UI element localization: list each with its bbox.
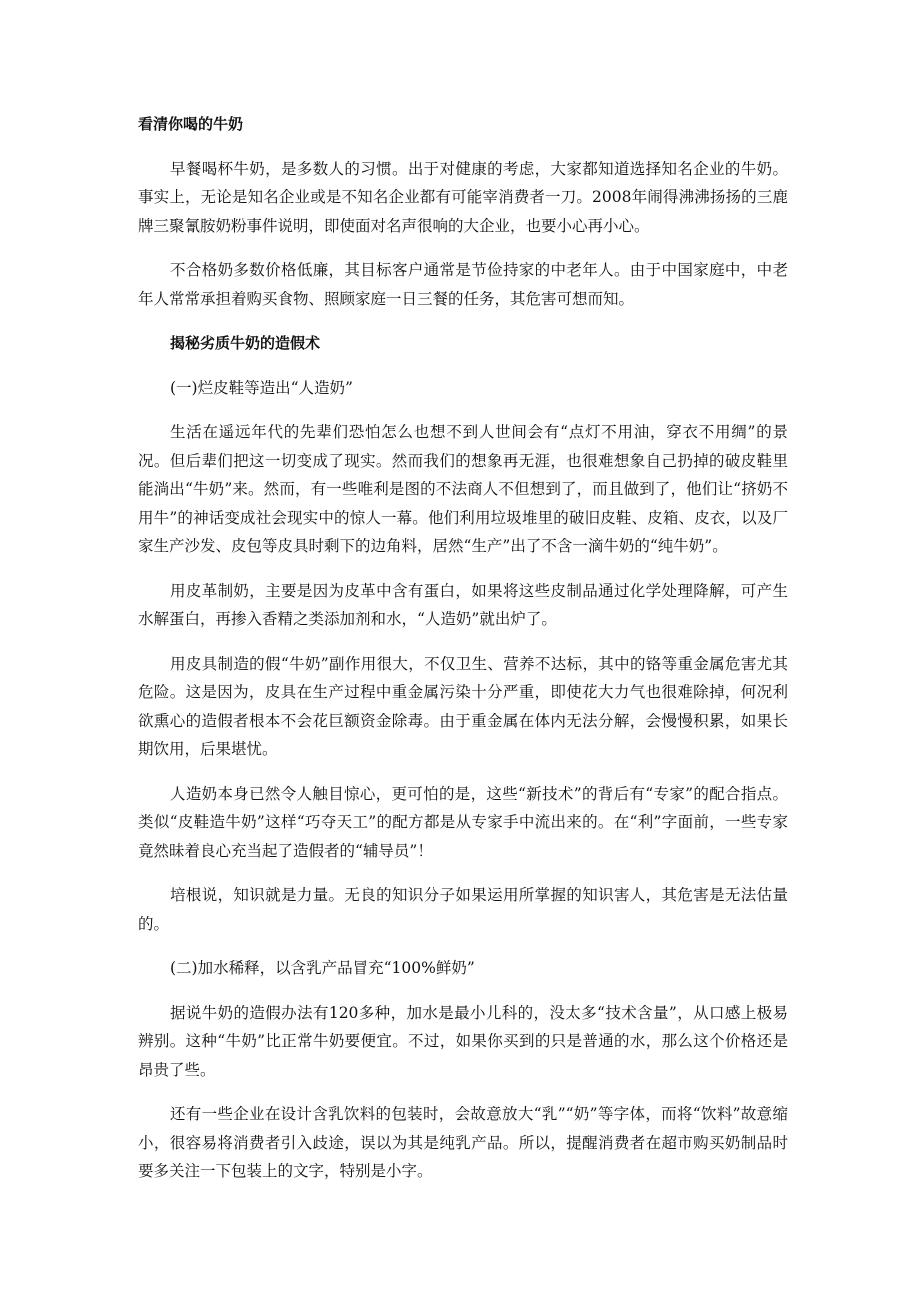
section2-paragraph-1: 据说牛奶的造假办法有120多种，加水是最小儿科的，没太多“技术含量”，从口感上极易辨别。这种“牛奶”比正常牛奶要便宜。不过，如果你买到的只是普通的水，那么这个价格还是昂贵了些。 — [138, 1003, 788, 1079]
section1-paragraph-4: 人造奶本身已然令人触目惊心，更可怕的是，这些“新技术”的背后有“专家”的配合指点。类似“皮鞋造牛奶”这样“巧夺天工”的配方都是从专家手中流出来的。在“利”字面前，一些专家竟然昧着良心充当起了造假者的“辅导员”！ — [138, 784, 788, 860]
section1-paragraph-3: 用皮具制造的假“牛奶”副作用很大，不仅卫生、营养不达标，其中的铬等重金属危害尤其危险。这是因为，皮具在生产过程中重金属污染十分严重，即使花大力气也很难除掉，何况利欲熏心的造假者根本不会花巨额资金除毒。由于重金属在体内无法分解，会慢慢积累，如果长期饮用，后果堪忧。 — [138, 654, 788, 758]
document-page — [138, 110, 788, 1202]
section2-paragraph-2: 还有一些企业在设计含乳饮料的包装时，会故意放大“乳”“奶”等字体，而将“饮料”故意缩小，很容易将消费者引入歧途，误以为其是纯乳产品。所以，提醒消费者在超市购买奶制品时要多关注一下包装上的文字，特别是小字。 — [138, 1105, 788, 1180]
intro-paragraph-2: 不合格奶多数价格低廉，其目标客户通常是节俭持家的中老年人。由于中国家庭中，中老年人常常承担着购买食物、照顾家庭一日三餐的任务，其危害可想而知。 — [138, 261, 788, 308]
intro-paragraph-1: 早餐喝杯牛奶，是多数人的习惯。出于对健康的考虑，大家都知道选择知名企业的牛奶。事实上，无论是知名企业或是不知名企业都有可能宰消费者一刀。2008年闹得沸沸扬扬的三鹿牌三聚氰胺奶粉事件说明，即使面对名声很响的大企业，也要小心再小心。 — [138, 159, 788, 235]
section1-subtitle: (一)烂皮鞋等造出“人造奶” — [170, 378, 353, 397]
section1-paragraph-5: 培根说，知识就是力量。无良的知识分子如果运用所掌握的知识害人，其危害是无法估量的。 — [138, 886, 788, 933]
section2-subtitle: (二)加水稀释，以含乳产品冒充“100%鲜奶” — [170, 959, 475, 977]
section-heading: 揭秘劣质牛奶的造假术 — [170, 334, 321, 352]
article-title: 看清你喝的牛奶 — [138, 115, 244, 133]
section1-paragraph-1: 生活在遥远年代的先辈们恐怕怎么也想不到人世间会有“点灯不用油，穿衣不用绸”的景况。但后辈们把这一切变成了现实。然而我们的想象再无涯，也很难想象自己扔掉的破皮鞋里能淌出“牛奶”来。然而，有一些唯利是图的不法商人不但想到了，而且做到了，他们让“挤奶不用牛”的神话变成社会现实中的惊人一幕。他们利用垃圾堆里的破旧皮鞋、皮箱、皮衣，以及厂家生产沙发、皮包等皮具时剩下的边角料，居然“生产”出了不含一滴牛奶的“纯牛奶”。 — [138, 423, 788, 555]
section1-paragraph-2: 用皮革制奶，主要是因为皮革中含有蛋白，如果将这些皮制品通过化学处理降解，可产生水解蛋白，再掺入香精之类添加剂和水，“人造奶”就出炉了。 — [138, 581, 788, 628]
